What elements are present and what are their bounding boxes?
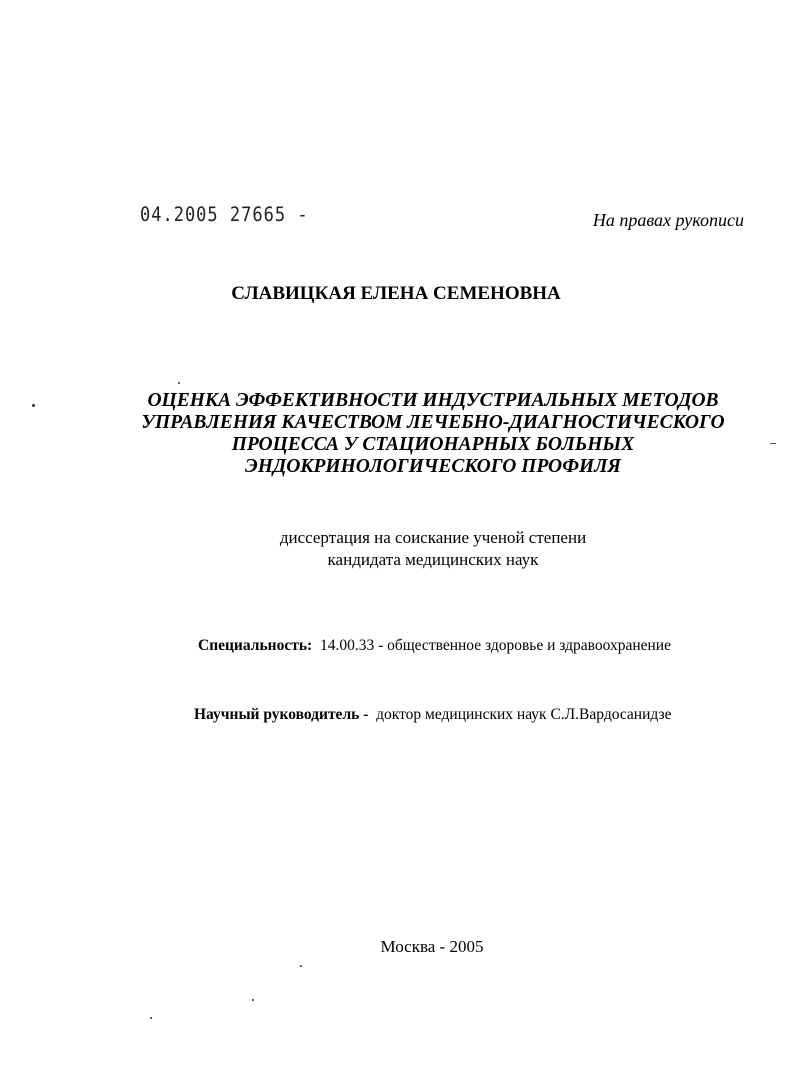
scan-speck bbox=[300, 965, 302, 967]
dissertation-title bbox=[140, 390, 726, 478]
specialty-label: Специальность: bbox=[198, 637, 313, 654]
degree-line: кандидата медицинских наук bbox=[327, 550, 539, 569]
author-name: СЛАВИЦКАЯ ЕЛЕНА СЕМЕНОВНА bbox=[231, 283, 561, 304]
scan-speck bbox=[770, 443, 776, 444]
title-line: ОЦЕНКА ЭФФЕКТИВНОСТИ ИНДУСТРИАЛЬНЫХ МЕТОДОВ bbox=[147, 390, 719, 411]
archive-stamp-number: 04.2005 27665 bbox=[140, 203, 287, 227]
scan-speck bbox=[150, 1017, 152, 1019]
degree-line: диссертация на соискание ученой степени bbox=[279, 528, 587, 547]
advisor-label: Научный руководитель - bbox=[194, 706, 369, 723]
scan-speck bbox=[178, 382, 180, 384]
scientific-advisor bbox=[194, 706, 671, 724]
archive-stamp bbox=[140, 204, 309, 227]
degree-statement bbox=[140, 527, 726, 571]
specialty-value: 14.00.33 - общественное здоровье и здравоохранение bbox=[319, 637, 671, 654]
advisor-value: доктор медицинских наук С.Л.Вардосанидзе bbox=[376, 706, 672, 723]
city-year: Москва - 2005 bbox=[380, 937, 484, 956]
title-line: ПРОЦЕССА У СТАЦИОНАРНЫХ БОЛЬНЫХ bbox=[231, 434, 635, 455]
specialty bbox=[198, 637, 671, 655]
scan-speck bbox=[252, 999, 254, 1001]
title-line: УПРАВЛЕНИЯ КАЧЕСТВОМ ЛЕЧЕБНО-ДИАГНОСТИЧЕСКОГО bbox=[141, 412, 725, 433]
scan-speck bbox=[32, 404, 35, 407]
rights-note: На правах рукописи bbox=[592, 210, 744, 230]
title-line: ЭНДОКРИНОЛОГИЧЕСКОГО ПРОФИЛЯ bbox=[245, 456, 621, 477]
archive-stamp-mark: - bbox=[297, 203, 309, 227]
